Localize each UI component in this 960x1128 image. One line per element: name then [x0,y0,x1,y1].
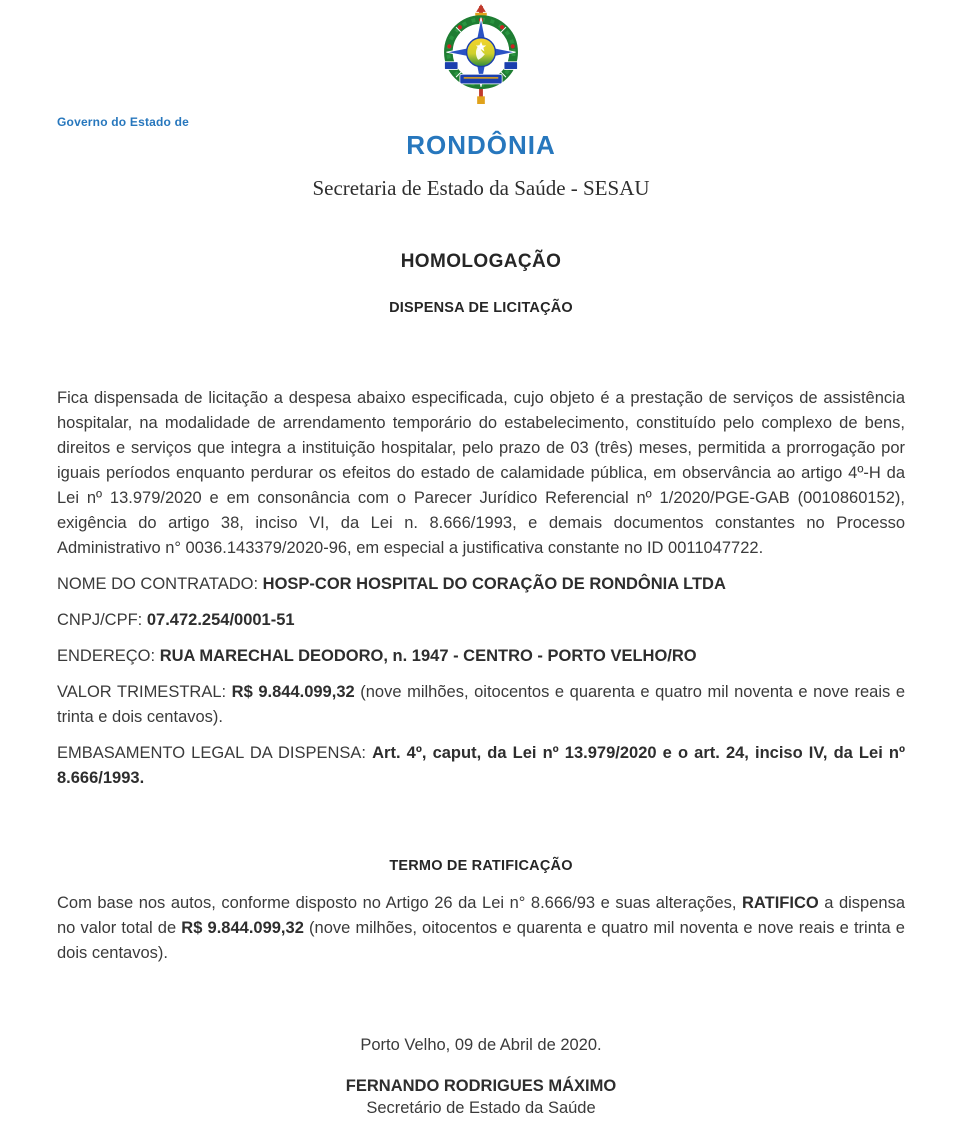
government-line: Governo do Estado de [57,115,190,129]
field-label: NOME DO CONTRATADO: [57,575,259,593]
ratification-title: TERMO DE RATIFICAÇÃO [389,858,573,874]
field-cnpj-cpf [57,608,905,633]
field-value: 07.472.254/0001-51 [146,611,295,629]
field-value: R$ 9.844.099,32 [231,683,355,701]
secretariat-line: Secretaria de Estado da Saúde - SESAU [312,176,650,200]
field-value: Art. 4º, caput, da Lei nº 13.979/2020 e o art. 24, inciso IV, da Lei nº 8.666/1993. [57,744,905,787]
ratification-bold-valor: R$ 9.844.099,32 [181,919,304,937]
field-label: EMBASAMENTO LEGAL DA DISPENSA: [57,744,367,762]
field-embasamento-legal [57,741,905,791]
field-suffix: (nove milhões, oitocentos e quarenta e quatro mil noventa e nove reais e trinta e dois centavos). [57,683,906,726]
ratification-paragraph [57,891,905,966]
ratification-bold-ratifico: RATIFICO [742,894,819,912]
field-value: RUA MARECHAL DEODORO, n. 1947 - CENTRO - PORTO VELHO/RO [159,647,697,665]
field-label: ENDEREÇO: [57,647,156,665]
state-name: RONDÔNIA [406,130,556,160]
field-nome-contratado [57,572,905,597]
ratification-text-pre: Com base nos autos, conforme disposto no Artigo 26 da Lei n° 8.666/93 e suas alterações, [57,894,743,912]
field-label: CNPJ/CPF: [57,611,143,629]
ratification-text-mid: a dispensa no valor total de [57,894,906,937]
field-value: HOSP-COR HOSPITAL DO CORAÇÃO DE RONDÔNIA LTDA [262,575,726,593]
dispensa-paragraph: Fica dispensada de licitação a despesa abaixo especificada, cujo objeto é a prestação de serviços de assistência hospitalar, na modalidade de arrendamento temporário do estabelecimento, constituído pelo complexo de bens, direitos e serviços que integra a instituição hospitalar, pelo prazo de 03 (três) meses, permitida a prorrogação por iguais períodos enquanto perdurar os efeitos do estado de calamidade pública, em observância ao artigo 4º-H da Lei nº 13.979/2020 e em consonância com o Parecer Jurídico Referencial nº 1/2020/PGE-GAB (0010860152), exigência do artigo 38, inciso VI, da Lei n. 8.666/1993, e demais documentos constantes no Processo Administrativo n° 0036.143379/2020-96, em especial a justificativa constante no ID 0011047722. [57,389,905,557]
ratification-text-post: (nove milhões, oitocentos e quarenta e quatro mil noventa e nove reais e trinta e dois centavos). [57,919,905,962]
signer-title: Secretário de Estado da Saúde [366,1099,596,1117]
signer-name: FERNANDO RODRIGUES MÁXIMO [345,1077,617,1095]
date-line: Porto Velho, 09 de Abril de 2020. [360,1036,602,1054]
rondonia-coat-of-arms-icon [433,4,529,108]
field-endereco [57,644,905,669]
document-title: HOMOLOGAÇÃO [400,251,562,272]
document-subtitle: DISPENSA DE LICITAÇÃO [389,300,573,316]
field-valor-trimestral [57,680,905,730]
header-logo [57,0,905,113]
field-label: VALOR TRIMESTRAL: [57,683,227,701]
